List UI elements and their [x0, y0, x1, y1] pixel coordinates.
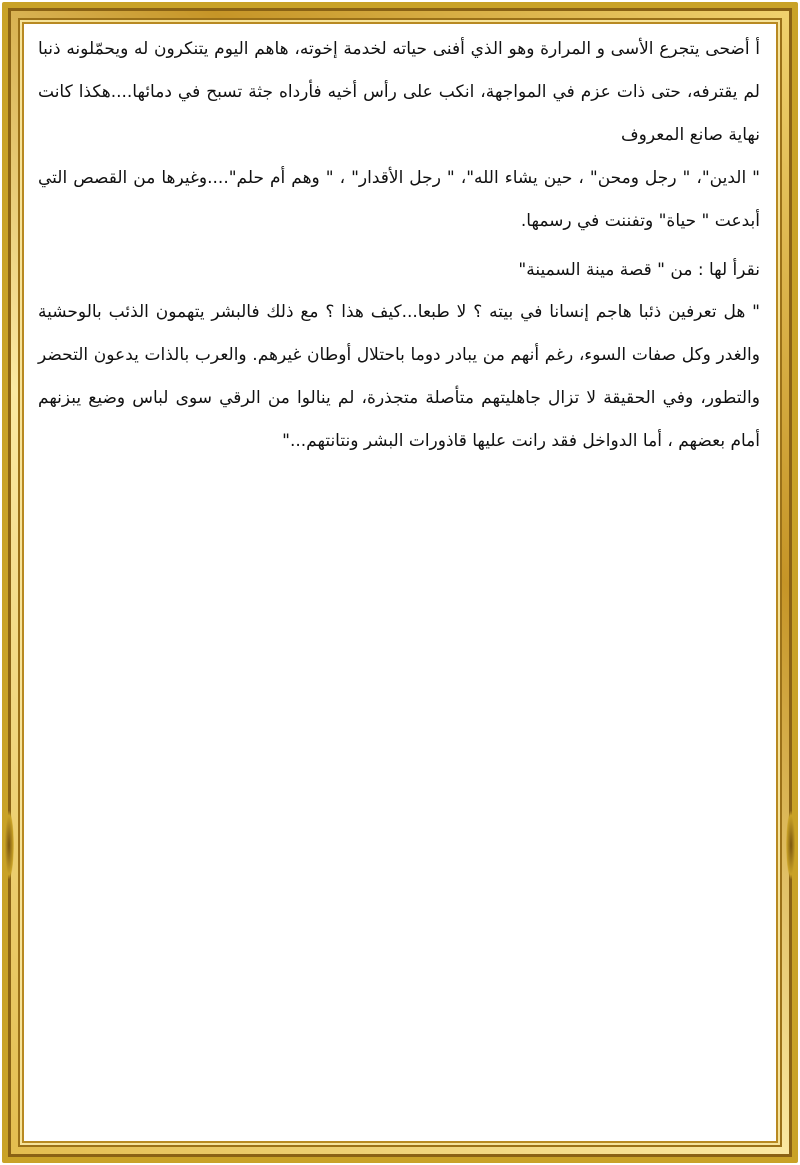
paragraph-excerpt-quote: " هل تعرفين ذئبا هاجم إنسانا في بيته ؟ لا طبعا...كيف هذا ؟ مع ذلك فالبشر يتهمون الذئب بالوحشية والغدر وكل صفات السوء، رغم أنهم من يبادر دوما باحتلال أوطان غيرهم. والعرب بالذات يدعون التحضر والتطور، وفي الحقيقة لا تزال جاهليتهم متأصلة متجذرة، لم ينالوا من الرقي سوى لباس وضيع يبزنهم أمام بعضهم ، أما الدواخل فقد رانت عليها قاذورات البشر ونتانتهم..."	[38, 302, 760, 451]
frame-ornament-left	[4, 810, 14, 880]
paragraph-story-titles: " الدين"، " رجل ومحن" ، حين يشاء الله"، " رجل الأقدار" ، " وهم أم حلم"....وغيرها من القصص التي أبدعت " حياة" وتفننت في رسمها.	[38, 168, 760, 231]
paragraph-excerpt-intro: نقرأ لها : من " قصة مينة السمينة"	[518, 260, 760, 280]
paragraph-story-ending: أ أضحى يتجرع الأسى و المرارة وهو الذي أفنى حياته لخدمة إخوته، هاهم اليوم يتنكرون له ويحمّلونه ذنبا لم يقترفه، حتى ذات عزم في المواجهة، انكب على رأس أخيه فأرداه جثة تسبح في دمائها....هكذا كانت نهاية صانع المعروف	[38, 39, 760, 145]
frame-ornament-right	[786, 810, 796, 880]
article-body	[38, 28, 760, 463]
